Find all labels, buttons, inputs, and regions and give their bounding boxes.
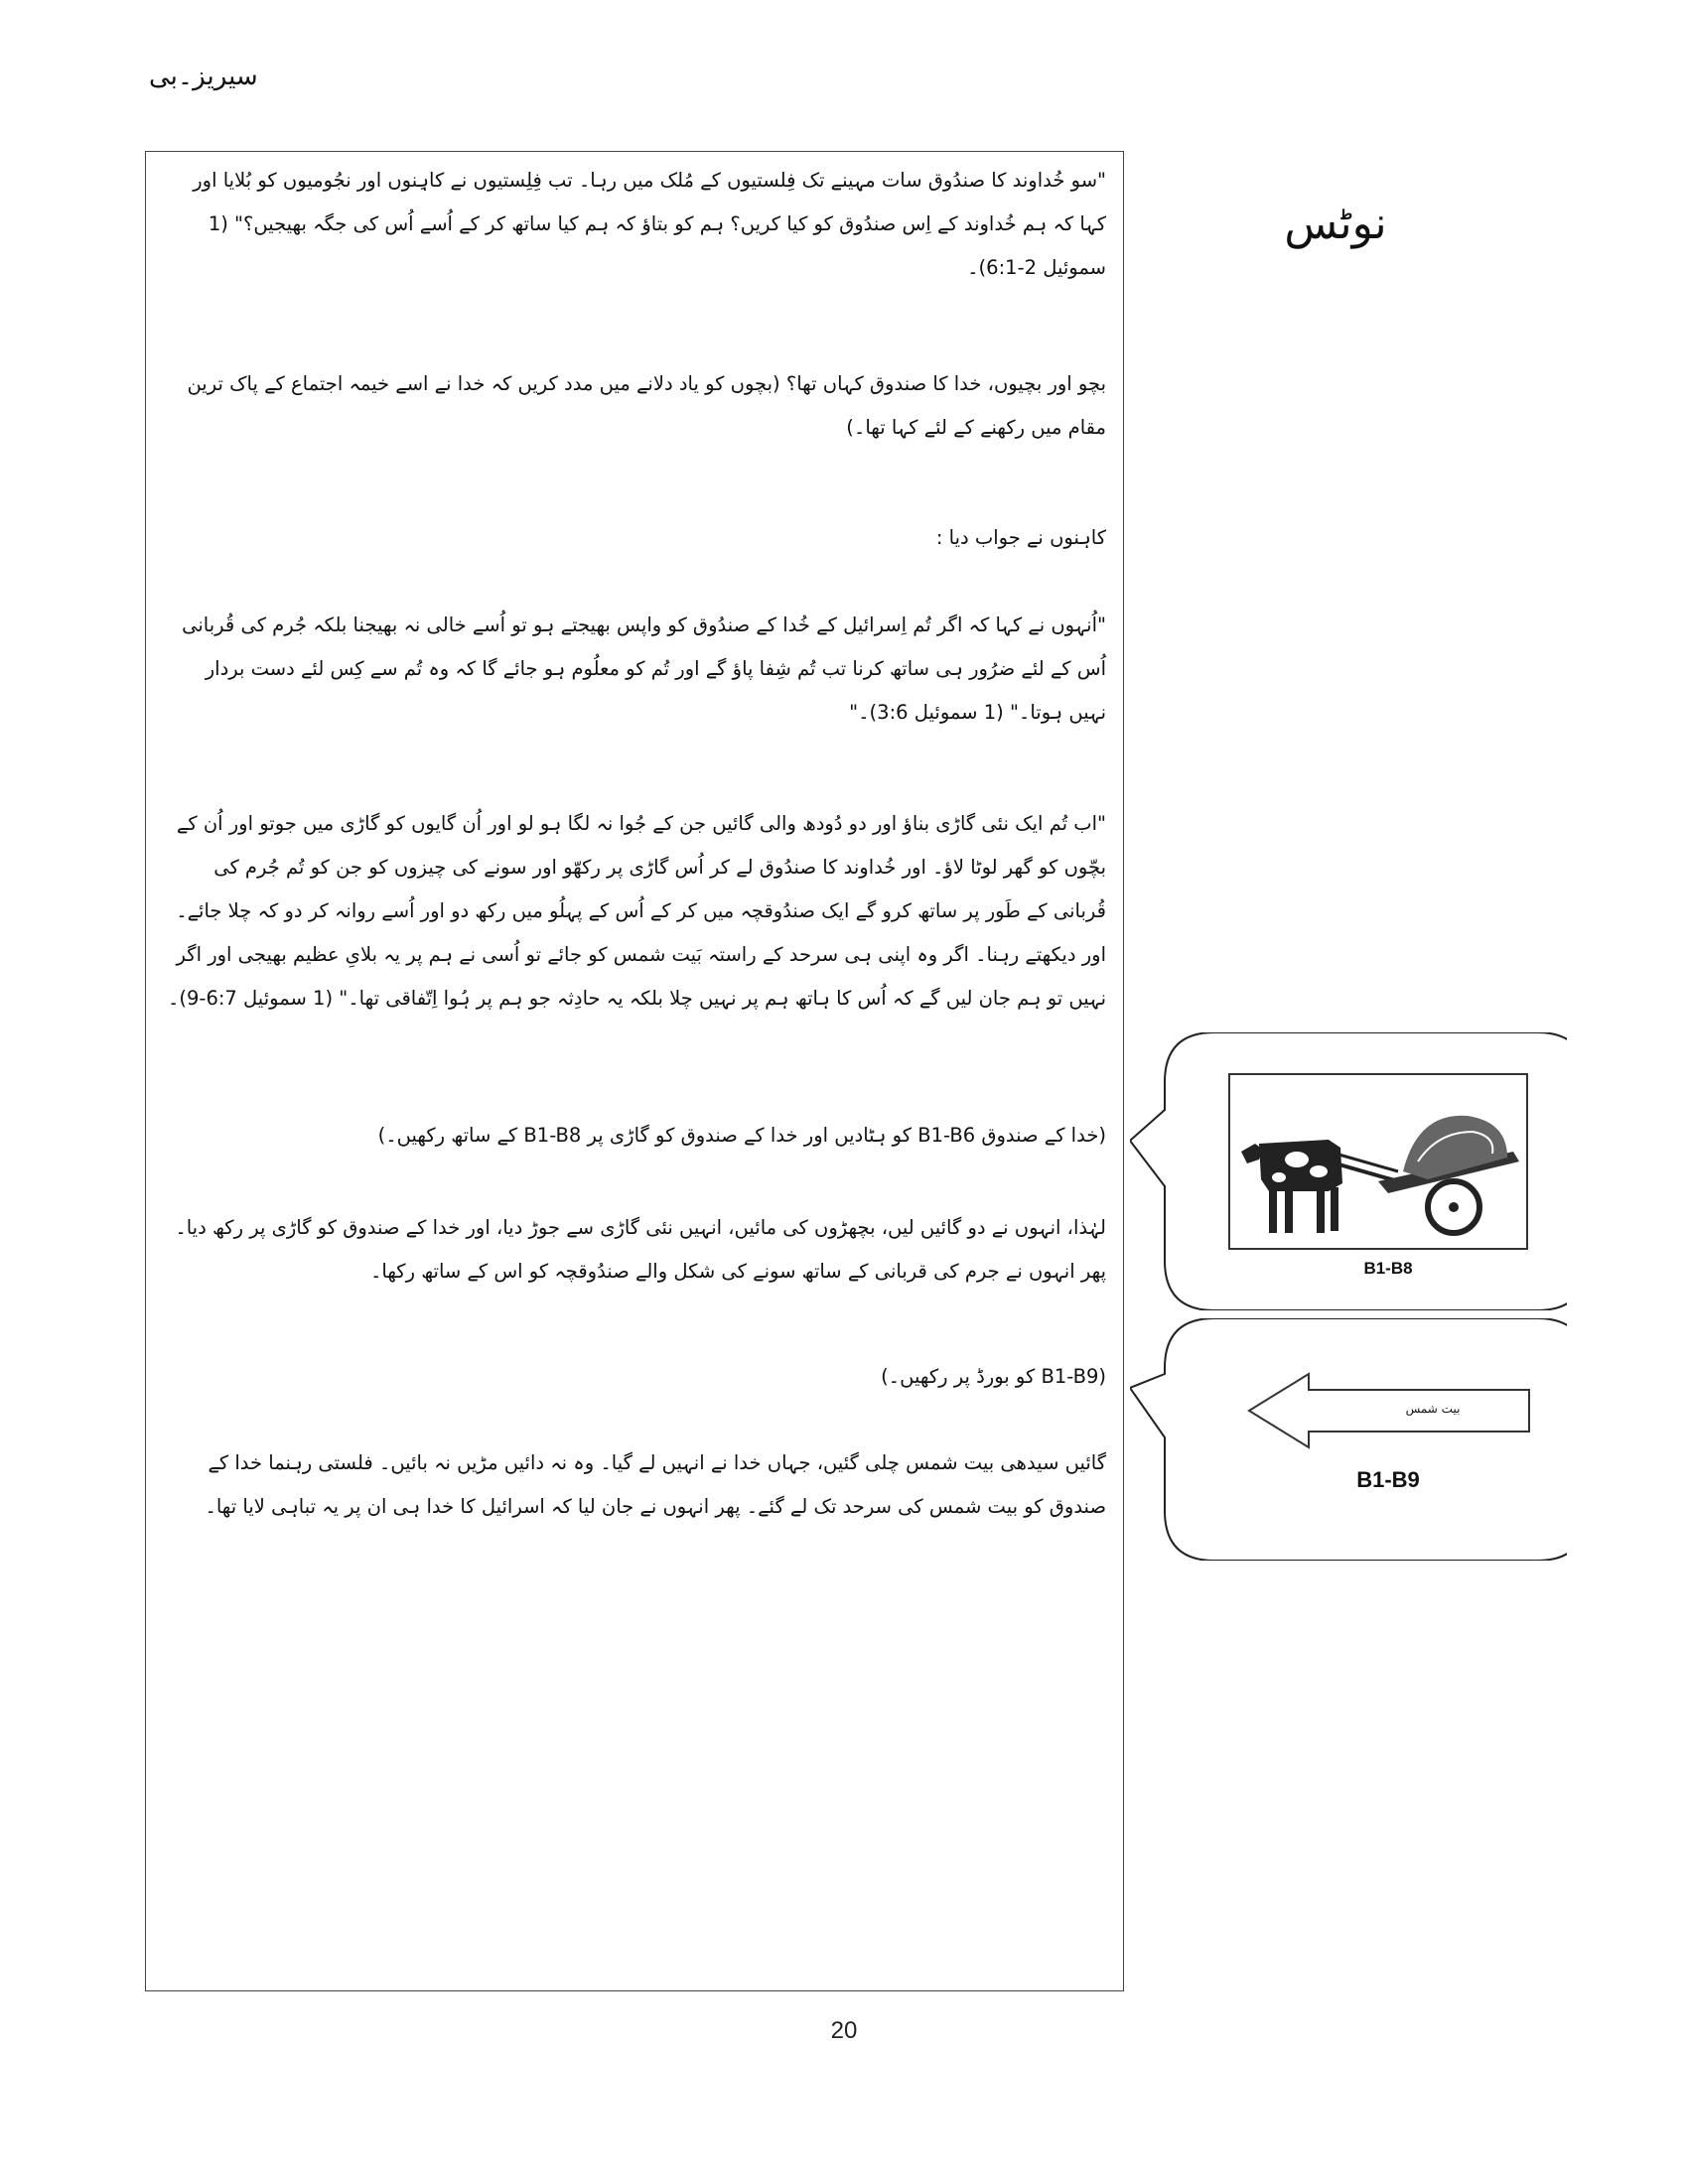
arrow-caption: بیت شمس [1405, 1402, 1461, 1416]
teacher-question: بچو اور بچیوں، خدا کا صندوق کہاں تھا؟ (بچوں کو یاد دلانے میں مدد کریں کہ خدا نے اسے خیمہ اجتماع کے پاک ترین مقام میں رکھنے کے لئے کہا تھا۔) [187, 372, 1106, 439]
priests-answer-intro: کاہنوں نے جواب دیا : [935, 526, 1106, 549]
board-instruction-b9: (B1-B9 کو بورڈ پر رکھیں۔) [881, 1365, 1106, 1388]
ox-cart-illustration [1229, 1074, 1527, 1249]
narrative-paragraph-1: لہٰذا، انہوں نے دو گائیں لیں، بچھڑوں کی مائیں، انہیں نئی گاڑی سے جوڑ دیا، اور خدا کے صندوق کو گاڑی پر رکھ دیا۔ پھر انہوں نے جرم کی قربانی کے ساتھ سونے کی شکل والے صندُوقچہ کو اس کے ساتھ رکھا۔ [175, 1216, 1106, 1283]
page-number: 20 [830, 2017, 858, 2044]
scripture-quote-2: "اُنہوں نے کہا کہ اگر تُم اِسرائیل کے خُدا کے صندُوق کو واپس بھیجتے ہو تو اُسے خالی نہ بھیجنا بلکہ جُرم کی قُربانی اُس کے لئے ضرُور ہی ساتھ کرنا تب تُم شِفا پاؤ گے اور تُم کو معلُوم ہو جائے گا کہ وہ تُم سے کِس لئے دست بردار نہیں ہوتا۔" (1 سموئیل 3:6)۔" [182, 614, 1106, 724]
scripture-quote-1: "سو خُداوند کا صندُوق سات مہینے تک فِلستیوں کے مُلک میں رہا۔ تب فِلِستیوں نے کاہِنوں اور نجُومیوں کو بُلایا اور کہا کہ ہم خُداوند کے اِس صندُوق کو کیا کریں؟ ہم کو بتاؤ کہ ہم کیا ساتھ کر کے اُسے اُس کی جگہ بھیجیں؟" (1 سموئیل 2-6:1)۔ [193, 169, 1106, 279]
cart-card-label: B1-B8 [1363, 1259, 1413, 1278]
board-instruction-b8: (خدا کے صندوق B1-B6 کو ہٹادیں اور خدا کے صندوق کو گاڑی پر B1-B8 کے ساتھ رکھیں۔) [377, 1124, 1106, 1147]
notes-title: نوٹس [1284, 199, 1387, 249]
scripture-quote-3: "اب تُم ایک نئی گاڑی بناؤ اور دو دُودھ والی گائیں جن کے جُوا نہ لگا ہو لو اور اُن گایوں کو گاڑی میں جوتو اور اُن کے بچّوں کو گھر لوٹا لاؤ۔ اور خُداوند کا صندُوق لے کر اُس گاڑی پر رکھّو اور سونے کی چیزوں کو جن کو تُم جُرم کی قُربانی کے طَور پر ساتھ کرو گے ایک صندُوقچہ میں کر کے اُس کے پہلُو میں رکھ دو اور اُسے روانہ کر دو کہ چلا جائے۔ اور دیکھتے رہنا۔ اگر وہ اپنی ہی سرحد کے راستہ بَیت شمس کو جائے تو اُسی نے ہم پر یہ بلایِ عظیم بھیجی اور اگر نہیں تو ہم جان لیں گے کہ اُس کا ہاتھ ہم پر نہیں چلا بلکہ یہ حادِثہ جو ہم پر ہُوا اِتّفاقی تھا۔" (1 سموئیل 6:7-9)۔ [167, 812, 1106, 1010]
narrative-paragraph-2: گائیں سیدھی بیت شمس چلی گئیں، جہاں خدا نے انہیں لے گیا۔ وہ نہ دائیں مڑیں نہ بائیں۔ فلستی رہنما خدا کے صندوق کو بیت شمس کی سرحد تک لے گئے۔ پھر انہوں نے جان لیا کہ اسرائیل کا خدا ہی ان پر یہ تباہی لایا تھا۔ [205, 1451, 1106, 1518]
arrow-card-label: B1-B9 [1356, 1467, 1420, 1492]
callout-arrow-bubble [1130, 1318, 1567, 1561]
series-label: سیریز۔بی [149, 62, 258, 91]
callout-arrow [1130, 1318, 1567, 1561]
callout-cart [1130, 1032, 1567, 1310]
